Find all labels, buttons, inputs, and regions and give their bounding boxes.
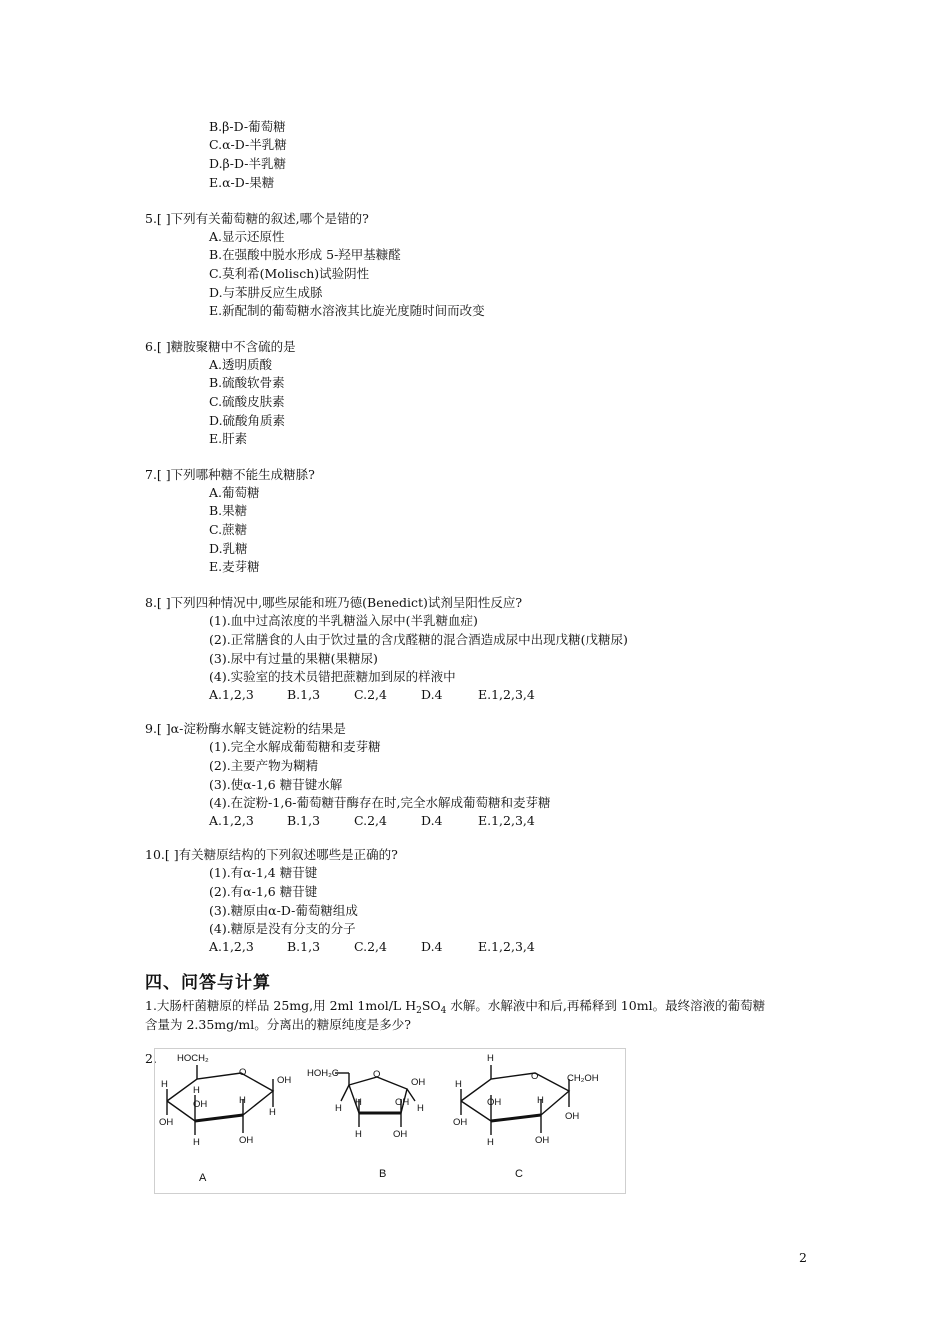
q4-option-c: C.α-D-半乳糖 (209, 137, 287, 152)
b-ring-o: O (373, 1069, 381, 1080)
q6-option-c: C.硫酸皮肤素 (209, 394, 285, 409)
q10-item-4: (4).糖原是没有分支的分子 (209, 921, 356, 936)
q4-option-b: B.β-D-葡萄糖 (209, 119, 286, 134)
c-h-left: H (455, 1079, 462, 1090)
calc-q1-sub1: 2 (416, 1006, 422, 1016)
c-oh-left: OH (453, 1117, 468, 1128)
question-8-stem: 8.[ ]下列四种情况中,哪些尿能和班乃德(Benedict)试剂呈阳性反应? (145, 595, 523, 610)
calc-q1-part3: 水解。水解液中和后,再稀释到 10ml。最终溶液的葡萄糖 (446, 998, 766, 1013)
q10-item-2: (2).有α-1,6 糖苷键 (209, 884, 318, 899)
b-h-bottom: H (355, 1129, 362, 1140)
c-ch2oh: CH₂OH (567, 1073, 599, 1084)
q9-item-1: (1).完全水解成葡萄糖和麦芽糖 (209, 739, 381, 754)
b-h-right: H (417, 1103, 424, 1114)
b-oh-top: OH (411, 1077, 426, 1088)
q6-option-a: A.透明质酸 (209, 357, 273, 372)
a-h-mid: H (239, 1095, 246, 1106)
question-10-stem: 10.[ ]有关糖原结构的下列叙述哪些是正确的? (145, 847, 398, 862)
choice-d: D.4 (421, 939, 443, 954)
q8-item-1: (1).血中过高浓度的半乳糖溢入尿中(半乳糖血症) (209, 613, 478, 628)
q6-option-e: E.肝素 (209, 431, 248, 446)
choice-d: D.4 (421, 687, 443, 702)
choice-e: E.1,2,3,4 (478, 939, 535, 954)
q10-combo-choices (209, 938, 535, 956)
q8-item-3: (3).尿中有过量的果糖(果糖尿) (209, 651, 378, 666)
choice-b: B.1,3 (287, 813, 321, 828)
calc-question-1-line-1 (145, 997, 765, 1015)
c-h-top: H (487, 1053, 494, 1064)
section-heading: 四、问答与计算 (145, 973, 271, 993)
a-h-bottom: H (193, 1137, 200, 1148)
q4-option-d: D.β-D-半乳糖 (209, 156, 286, 171)
structure-label-c: C (515, 1168, 523, 1180)
c-oh-bottom: OH (535, 1135, 550, 1146)
b-oh-mid: OH (395, 1097, 410, 1108)
a-oh-right: OH (277, 1075, 292, 1086)
q5-option-d: D.与苯肼反应生成脎 (209, 285, 323, 300)
q9-item-2: (2).主要产物为糊精 (209, 758, 319, 773)
q9-item-3: (3).使α-1,6 糖苷键水解 (209, 777, 343, 792)
question-9-stem: 9.[ ]α-淀粉酶水解支链淀粉的结果是 (145, 721, 346, 736)
calc-q1-part2: SO (421, 998, 441, 1013)
calc-q1-part1: 1.大肠杆菌糖原的样品 25mg,用 2ml 1mol/L H (145, 998, 417, 1013)
a-oh-mid: OH (193, 1099, 208, 1110)
b-h-mid: H (355, 1097, 362, 1108)
choice-a: A.1,2,3 (209, 687, 254, 702)
choice-c: C.2,4 (354, 939, 387, 954)
choice-a: A.1,2,3 (209, 939, 254, 954)
q10-item-3: (3).糖原由α-D-葡萄糖组成 (209, 903, 358, 918)
calc-q1-sub2: 4 (440, 1006, 447, 1016)
b-oh-bottom: OH (393, 1129, 408, 1140)
c-ring-o: O (531, 1071, 539, 1082)
q6-option-b: B.硫酸软骨素 (209, 375, 285, 390)
choice-b: B.1,3 (287, 939, 321, 954)
q7-option-b: B.果糖 (209, 503, 248, 518)
choice-e: E.1,2,3,4 (478, 687, 535, 702)
a-h-right: H (269, 1107, 276, 1118)
q9-item-4: (4).在淀粉-1,6-葡萄糖苷酶存在时,完全水解成葡萄糖和麦芽糖 (209, 795, 551, 810)
c-h-bottom: H (487, 1137, 494, 1148)
sugar-structures-figure (154, 1048, 626, 1194)
q9-combo-choices (209, 812, 535, 830)
q7-option-c: C.蔗糖 (209, 522, 248, 537)
choice-c: C.2,4 (354, 687, 387, 702)
question-7-stem: 7.[ ]下列哪种糖不能生成糖脎? (145, 467, 315, 482)
structure-label-a: A (199, 1172, 207, 1184)
q8-item-4: (4).实验室的技术员错把蔗糖加到尿的样液中 (209, 669, 456, 684)
b-h-left: H (335, 1103, 342, 1114)
q6-option-d: D.硫酸角质素 (209, 413, 286, 428)
choice-b: B.1,3 (287, 687, 321, 702)
q5-option-a: A.显示还原性 (209, 229, 285, 244)
choice-e: E.1,2,3,4 (478, 813, 535, 828)
sugar-structures-svg (155, 1049, 627, 1195)
a-oh-bottom: OH (239, 1135, 254, 1146)
a-ring-o: O (239, 1067, 247, 1078)
q5-option-e: E.新配制的葡萄糖水溶液其比旋光度随时间而改变 (209, 303, 485, 318)
question-6-stem: 6.[ ]糖胺聚糖中不含硫的是 (145, 339, 296, 354)
q7-option-e: E.麦芽糖 (209, 559, 260, 574)
q8-combo-choices (209, 686, 535, 704)
a-hoch2: HOCH₂ (177, 1053, 209, 1064)
calc-question-2-number: 2. (145, 1051, 157, 1066)
question-5-stem: 5.[ ]下列有关葡萄糖的叙述,哪个是错的? (145, 211, 369, 226)
a-oh-left: OH (159, 1117, 174, 1128)
page-number: 2 (799, 1250, 807, 1265)
c-oh-mid: OH (487, 1097, 502, 1108)
q7-option-d: D.乳糖 (209, 541, 248, 556)
structure-label-b: B (379, 1168, 387, 1180)
c-h-mid: H (537, 1095, 544, 1106)
q7-option-a: A.葡萄糖 (209, 485, 260, 500)
q8-item-2: (2).正常膳食的人由于饮过量的含戊醛糖的混合酒造成尿中出现戊糖(戊糖尿) (209, 632, 628, 647)
choice-a: A.1,2,3 (209, 813, 254, 828)
b-hoh2c: HOH₂C (307, 1068, 339, 1079)
a-h-top: H (193, 1085, 200, 1096)
calc-question-1-line-2: 含量为 2.35mg/ml。分离出的糖原纯度是多少? (145, 1017, 411, 1032)
choice-d: D.4 (421, 813, 443, 828)
q5-option-b: B.在强酸中脱水形成 5-羟甲基糠醛 (209, 247, 401, 262)
c-oh-right: OH (565, 1111, 580, 1122)
choice-c: C.2,4 (354, 813, 387, 828)
q4-option-e: E.α-D-果糖 (209, 175, 275, 190)
q10-item-1: (1).有α-1,4 糖苷键 (209, 865, 318, 880)
a-h-left: H (161, 1079, 168, 1090)
q5-option-c: C.莫利希(Molisch)试验阴性 (209, 266, 370, 281)
